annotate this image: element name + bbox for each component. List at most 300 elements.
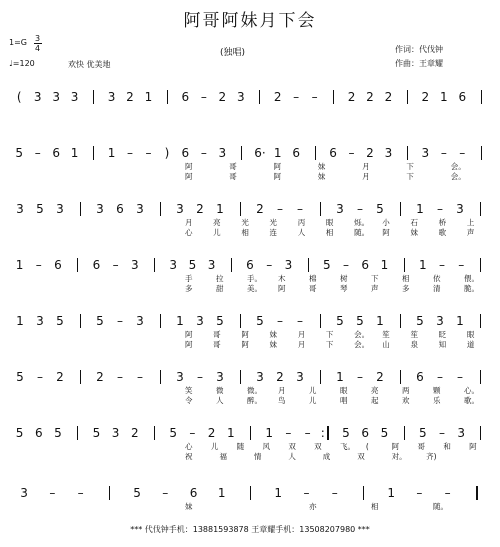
note: 2 [347,90,356,104]
lyric-verse-1: 光 [269,218,278,227]
note: 1 [376,314,384,328]
note: 6 [92,258,101,272]
barline [240,202,241,216]
lyric-verse-2: 心 [185,228,193,237]
barline [259,90,260,104]
lyric-verse-2: 哥 [309,284,317,293]
note: 2 [126,90,134,104]
note: 1 [456,314,464,328]
note: 5 [256,314,264,328]
lyric-verse-1: 微 [216,386,224,395]
lyric-verse-1: 风 [262,442,270,451]
lyric-verse-1: 树 [340,274,348,283]
note: 1 [416,202,424,216]
note: 2 [366,146,374,160]
note: 6 [34,426,43,440]
note: 5 [322,258,331,272]
note: 5 [418,426,427,440]
barline [77,426,78,440]
lyric-verse-2: 儿 [309,396,317,405]
note: 5 [54,426,62,440]
barline [333,90,334,104]
lyric-verse-2: 乐 [433,396,441,405]
note: 3 [296,370,304,384]
note: – [457,370,463,384]
barline [93,146,94,160]
barline [315,146,316,160]
note: 1 [16,314,24,328]
barline [308,258,309,272]
note: 1 [265,426,273,440]
lyric-verse-1: 上 [466,218,475,227]
lyric-verse-1: 亮 [371,386,379,395]
time-sig-bottom: 4 [35,44,41,53]
lyric-verse-2: 对。 [391,452,407,461]
lyric-verse-1: 阿 [469,442,477,451]
lyric-verse-1: 妹 [185,502,193,511]
barline [400,202,401,216]
barline [320,314,321,328]
barline [250,486,251,500]
note: – [357,202,363,216]
barline [476,486,478,500]
note: – [303,486,310,500]
note: – [277,314,283,328]
note: 3 [196,314,204,328]
lyric-verse-1: 眼 [466,330,475,339]
lyric-verse-2: 双 [357,452,365,461]
note: 5 [416,314,424,328]
lyric-verse-2: 会。 [354,340,370,349]
note: – [437,370,443,384]
note: ( [16,90,22,104]
lyric-verse-1: 心。 [464,386,479,395]
lyric-verse-2: 月 [297,340,306,349]
barline [404,258,405,272]
lyric-verse-1: 下 [371,274,379,283]
footer-contacts: *** 代伐钟手机：13881593878 王章耀手机：13508207980 *** [130,525,370,534]
note: – [440,146,447,160]
barline [480,258,481,272]
lyric-verse-1: 飞。 [340,442,355,451]
lyric-verse-1: 哥 [229,162,237,171]
lyric-verse-1: 拉 [216,274,224,283]
lyric-verse-2: 琴 [340,284,348,293]
note: 3 [20,486,28,500]
repeat-dots: : [320,426,325,440]
note: 5 [376,202,384,216]
note: 6 [361,426,369,440]
barline [400,370,401,384]
note: 6 [52,146,60,160]
barline [480,370,481,384]
lyric-verse-2: 多 [402,284,410,293]
note: – [439,258,445,272]
note: 2 [376,370,384,384]
note: 2 [218,90,227,104]
barline [404,426,405,440]
barline [250,426,251,440]
lyric-verse-1: 随。 [433,502,448,511]
barline [93,90,94,104]
barline [480,202,481,216]
lyric-verse-2: 歌 [438,228,447,237]
note: 1 [217,486,226,500]
lyric-verse-2: 甜 [216,284,224,293]
lyric-verse-1: 依 [433,274,441,283]
note: 1 [418,258,427,272]
note: 5 [133,486,141,500]
lyric-verse-2: 人 [216,396,224,405]
note: 3 [130,258,139,272]
lyric-verse-1: 偎。 [464,274,479,283]
barline [320,370,321,384]
barline [77,258,78,272]
lyric-verse-1: 月 [362,162,370,171]
note: 3 [236,90,245,104]
note: – [197,370,203,384]
lyric-verse-1: 笙 [410,330,418,339]
note: 6· [254,146,266,160]
lyric-verse-2: 相 [325,228,334,237]
note: – [137,370,143,384]
note: 5 [96,314,104,328]
lyric-verse-2: 起 [371,396,379,405]
lyric-verse-1: 和 [443,442,451,451]
note: 3 [70,90,79,104]
lyric-verse-2: 多 [185,284,193,293]
lyric-verse-1: 下 [325,330,334,339]
lyric-verse-1: 小 [382,218,390,227]
lyric-verse-2: 成 [322,452,331,461]
note: 3 [421,146,430,160]
note: 6 [189,486,198,500]
note: 1 [107,146,116,160]
lyric-verse-1: 颗 [433,386,441,395]
barline [80,202,81,216]
note: 6 [116,202,124,216]
lyric-verse-1: 下 [406,162,414,171]
note: 3 [111,426,120,440]
lyric-verse-2: 哥 [229,172,237,181]
note: 3 [136,202,144,216]
note: 3 [176,202,184,216]
note: – [297,314,303,328]
note: – [200,146,207,160]
barline [240,370,241,384]
lyric-verse-2: 阿 [185,340,193,349]
lyric-verse-2: 齐) [426,452,437,461]
lyric-verse-1: 笑 [185,386,193,395]
note: 3 [169,258,177,272]
lyric-verse-1: 两 [402,386,410,395]
time-sig-top: 3 [35,34,41,43]
lyric-verse-2: 泉 [410,340,418,349]
lyric-verse-1: 会。 [354,330,370,339]
barline [160,202,161,216]
barline [320,202,321,216]
note: 1 [273,146,282,160]
lyric-verse-1: 手 [185,274,193,283]
note: 6 [54,258,62,272]
lyric-verse-1: 光 [241,218,249,227]
note: – [266,258,273,272]
note: 3 [436,314,444,328]
note: – [49,486,56,500]
note: 3 [96,202,104,216]
lyric-verse-1: 丙 [297,218,306,227]
note: – [458,258,465,272]
note: 5 [56,314,64,328]
note: – [439,426,445,440]
note: 6 [181,90,190,104]
note: 5 [16,370,24,384]
style-marking: 欢快 优美地 [68,60,111,69]
note: – [117,370,123,384]
barline [167,90,168,104]
lyric-verse-2: 妹 [269,340,278,349]
lyric-verse-2: 情 [253,452,262,461]
lyric-verse-1: 亮 [213,218,221,227]
barline [80,314,81,328]
barline [481,146,482,160]
note: – [343,258,349,272]
lyric-verse-1: 眨 [438,330,447,339]
lyric-verse-2: 声 [371,284,379,293]
lyric-verse-2: 会。 [450,172,466,181]
note: 5 [15,426,24,440]
lyric-verse-2: 人 [297,228,306,237]
note: 6 [329,146,337,160]
note: 5 [342,426,350,440]
note: 6 [246,258,254,272]
lyric-verse-2: 美。 [247,284,262,293]
lyric-verse-1: 烁。 [354,218,370,227]
note: – [162,486,169,500]
lyric-verse-1: 阿 [185,330,193,339]
lyricist: 作词：代伐钟 [395,45,443,54]
note: 1 [216,202,224,216]
note: 3 [216,370,224,384]
note: 1 [226,426,235,440]
note: 1 [144,90,153,104]
lyric-verse-1: 眼 [325,218,334,227]
lyric-verse-1: 桥 [438,218,447,227]
note: 5 [36,202,44,216]
lyric-verse-1: 随 [236,442,245,451]
lyric-verse-2: 鸟 [278,396,286,405]
note: 3 [456,202,464,216]
score-row [0,146,500,186]
lyric-verse-1: 妹 [317,162,326,171]
note: 2 [366,90,374,104]
note: 3 [136,314,144,328]
lyric-verse-2: 祝 [185,452,193,461]
barline [407,90,408,104]
note: – [416,486,423,500]
lyric-verse-2: 妹 [317,172,326,181]
lyric-verse-2: 欢 [402,396,410,405]
score-row [0,90,500,130]
note: 5 [15,146,24,160]
note: 2 [273,90,282,104]
note: 3 [336,202,344,216]
note: – [112,258,119,272]
note: 5 [188,258,197,272]
lyric-verse-1: 石 [410,218,418,227]
lyric-verse-1: 阿 [273,162,282,171]
note: 5 [380,426,389,440]
note: 5 [356,314,364,328]
lyric-verse-2: 阿 [273,172,282,181]
note: 6 [458,90,467,104]
note: 1 [15,258,24,272]
lyric-verse-1: 阿 [185,162,193,171]
lyric-verse-1: 眼 [340,386,348,395]
lyric-verse-1: 阿 [241,330,249,339]
lyric-verse-2: 阿 [382,228,390,237]
note: – [437,202,443,216]
note: 3 [284,258,293,272]
lyric-verse-2: 道 [466,340,475,349]
note: 1 [440,90,448,104]
barline [154,426,155,440]
lyric-verse-1: 心 [185,442,193,451]
note: 3 [256,370,264,384]
note: ) [164,146,170,160]
lyric-verse-2: 阿 [241,340,249,349]
barline [160,314,161,328]
performance-type: (独唱) [220,48,246,58]
lyric-verse-2: 妹 [410,228,418,237]
note: 1 [70,146,79,160]
barline [109,486,110,500]
note: 3 [107,90,116,104]
note: 1 [336,370,344,384]
note: 2 [96,370,104,384]
lyric-verse-2: 令 [185,396,193,405]
lyric-verse-1: 月 [185,218,193,227]
note: 3 [56,202,64,216]
note: – [293,90,300,104]
lyric-verse-2: 声 [466,228,475,237]
note: – [304,426,311,440]
note: 5 [169,426,177,440]
note: 2 [130,426,139,440]
lyric-verse-2: 知 [438,340,447,349]
note: – [297,202,303,216]
note: 1 [176,314,184,328]
lyric-verse-2: 福 [219,452,227,461]
barline [240,314,241,328]
note: 3 [384,146,393,160]
note: – [34,146,41,160]
lyric-verse-1: 会。 [450,162,466,171]
lyric-verse-2: 连 [269,228,278,237]
note: – [145,146,152,160]
lyric-verse-1: 儿 [210,442,219,451]
key-signature: 1=G [9,38,27,47]
note: 5 [92,426,101,440]
note: – [348,146,355,160]
note: – [127,146,133,160]
lyric-verse-2: 醉。 [247,396,262,405]
barline [480,426,481,440]
lyric-verse-2: 儿 [213,228,221,237]
lyric-verse-1: 双 [288,442,296,451]
note: 3 [16,202,24,216]
lyric-verse-1: 儿 [309,386,317,395]
note: – [311,90,318,104]
lyric-verse-1: 双 [314,442,322,451]
note: 1 [380,258,389,272]
lyric-verse-1: 哥 [213,330,221,339]
note: 2 [56,370,64,384]
lyric-verse-2: 月 [362,172,370,181]
lyric-verse-1: ( [365,442,369,451]
note: 1 [274,486,283,500]
note: 3 [52,90,60,104]
note: – [285,426,292,440]
lyric-verse-1: 相 [371,502,379,511]
lyric-verse-1: 微。 [247,386,262,395]
note: – [189,426,196,440]
lyric-verse-2: 阿 [278,284,286,293]
lyric-verse-2: 脆。 [464,284,479,293]
note: 2 [384,90,393,104]
note: 3 [207,258,216,272]
note: 2 [421,90,430,104]
note: – [200,90,207,104]
score-row [0,486,500,526]
note: – [459,146,466,160]
lyric-verse-1: 月 [297,330,306,339]
lyric-verse-2: 阿 [185,172,193,181]
note: 6 [361,258,369,272]
note: 6 [416,370,424,384]
score-row [0,314,500,354]
note: – [357,370,363,384]
lyric-verse-1: 哥 [417,442,425,451]
barline [481,90,482,104]
lyric-verse-2: 相 [241,228,249,237]
note: – [77,486,84,500]
note: 2 [256,202,264,216]
lyric-verse-2: 下 [325,340,334,349]
lyric-verse-2: 随。 [354,228,370,237]
lyric-verse-2: 唱 [340,396,348,405]
lyric-verse-1: 月 [278,386,286,395]
lyric-verse-1: 相 [402,274,410,283]
lyric-verse-1: 木 [278,274,286,283]
lyric-verse-2: 哥 [213,340,221,349]
barline [154,258,155,272]
score-row [0,202,500,242]
lyric-verse-2: 歌。 [464,396,479,405]
note: – [117,314,123,328]
note: 3 [36,314,44,328]
barline [241,146,242,160]
note: 2 [196,202,204,216]
barline [407,146,408,160]
note: 3 [176,370,184,384]
barline [400,314,401,328]
note: – [444,486,451,500]
lyric-verse-2: 人 [288,452,296,461]
barline [480,314,481,328]
barline [231,258,232,272]
note: 6 [292,146,300,160]
